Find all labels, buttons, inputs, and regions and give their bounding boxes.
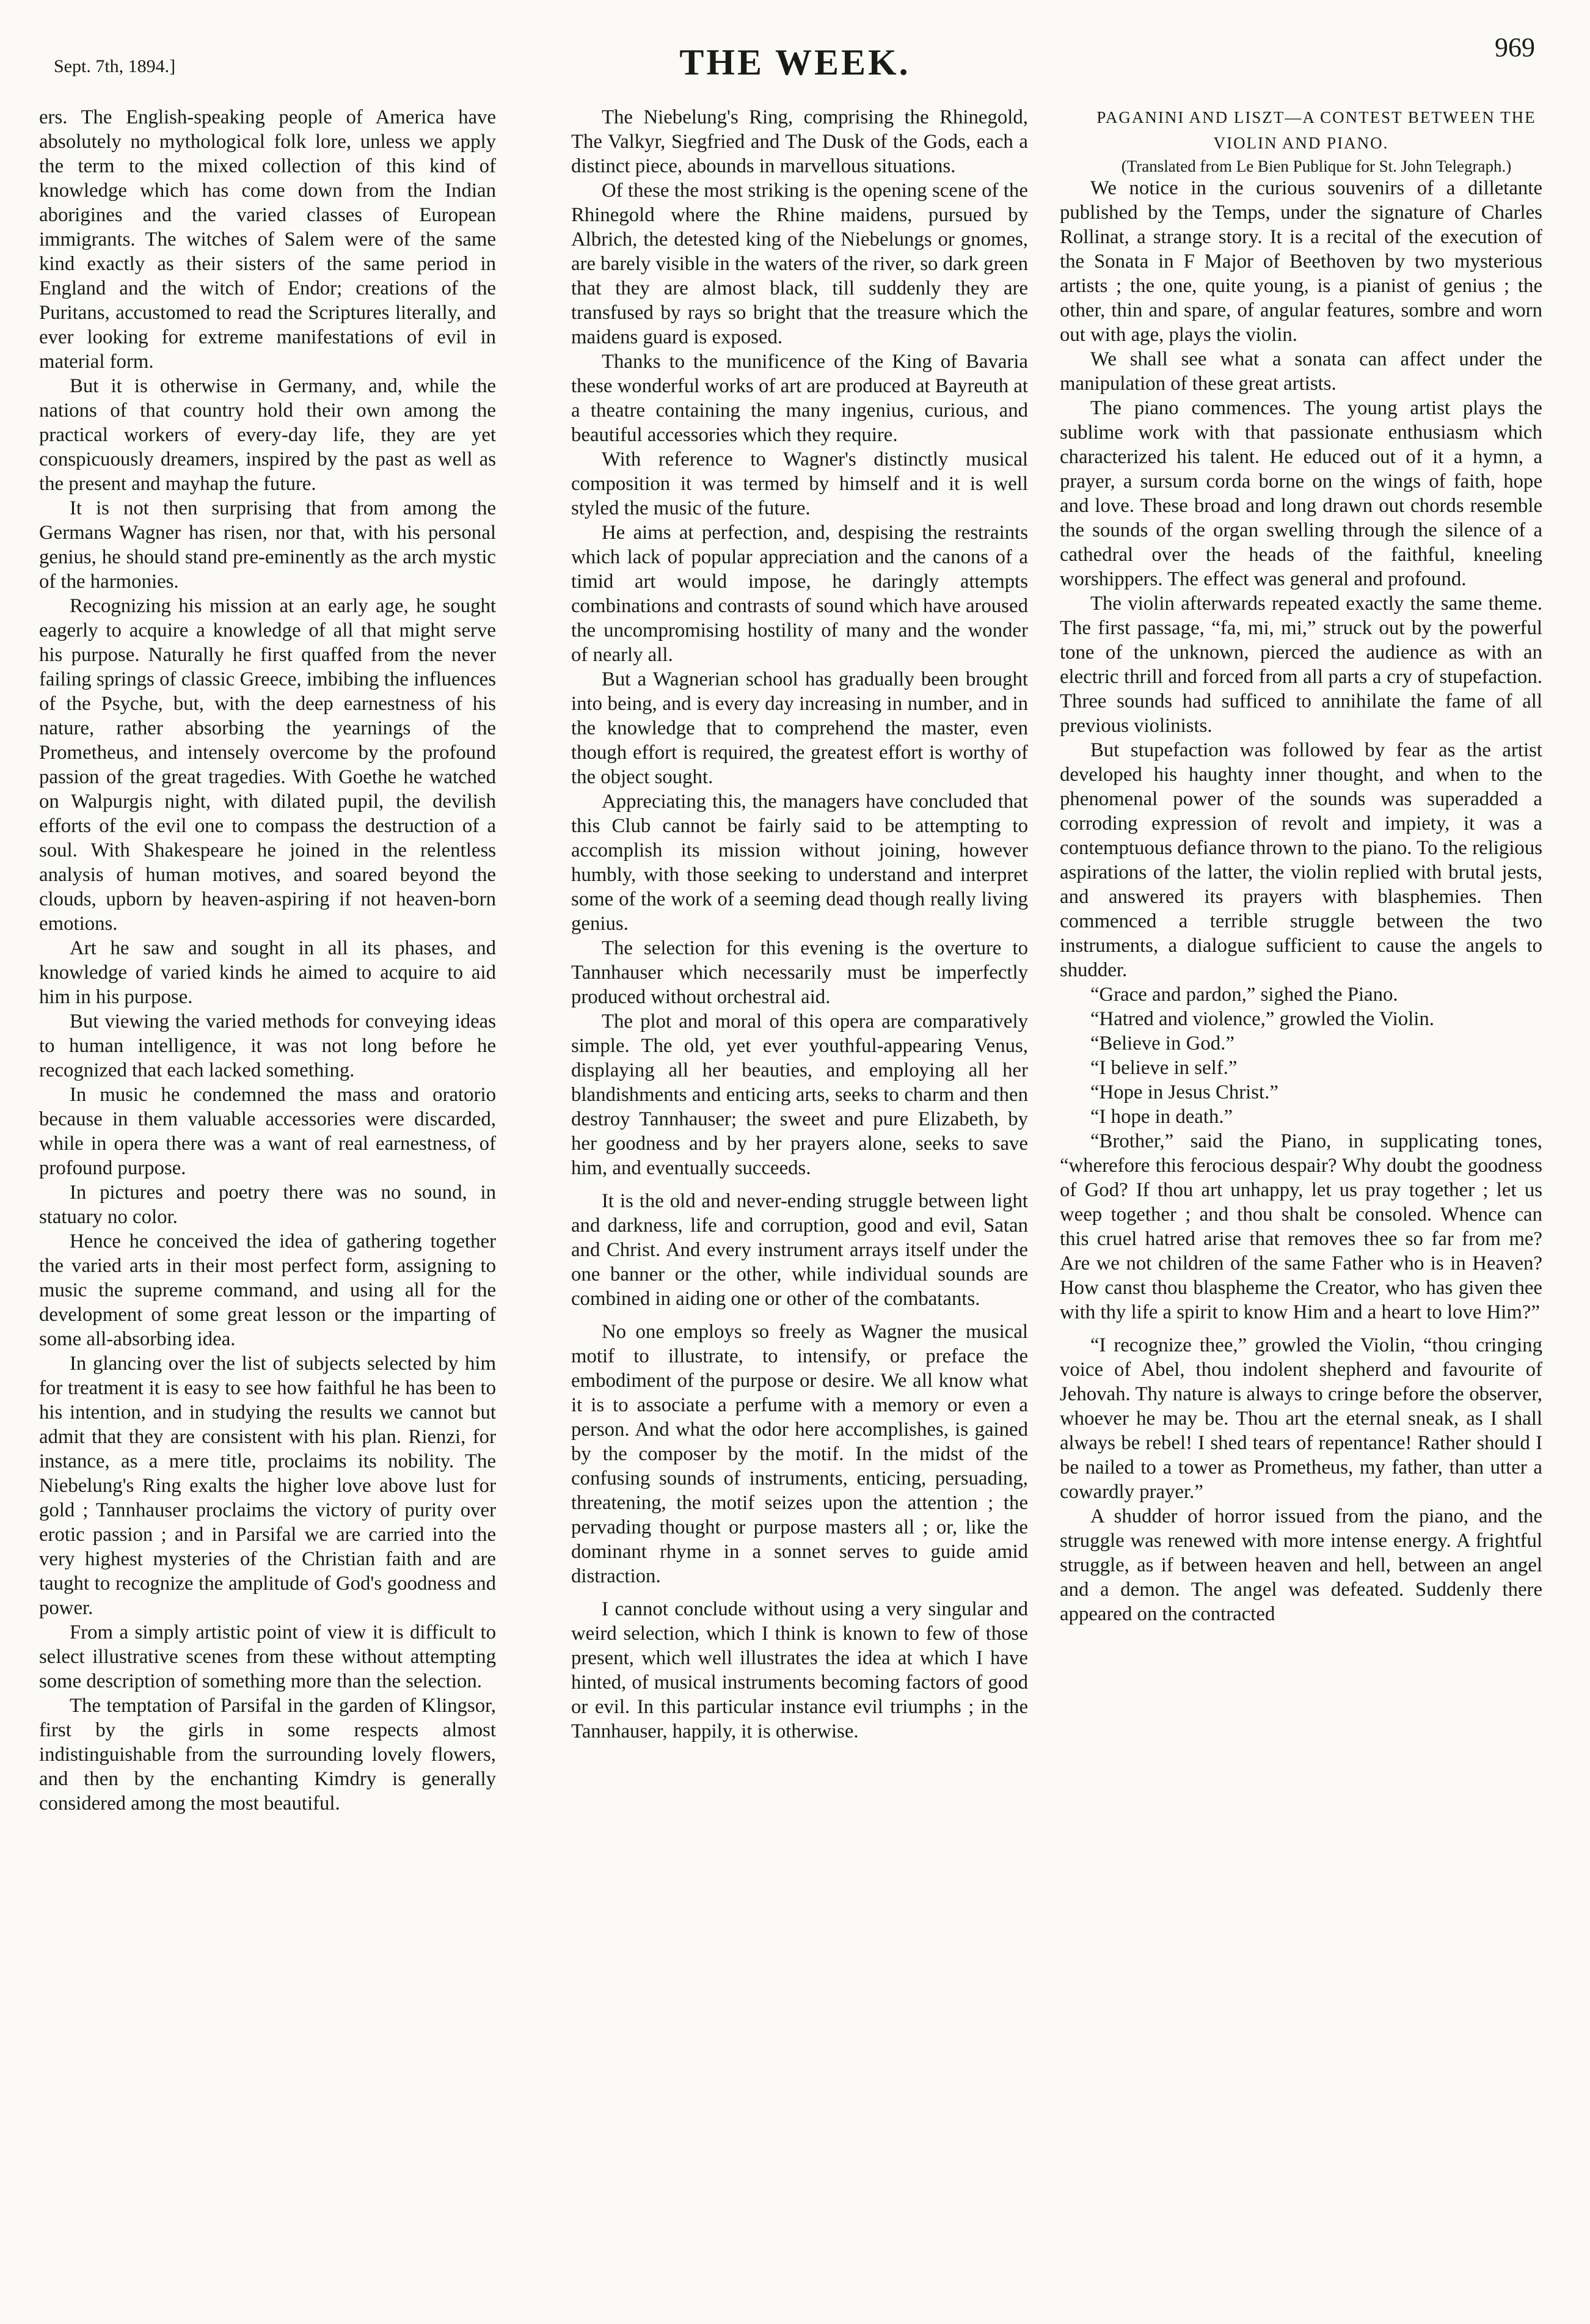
paragraph: The selection for this evening is the overture to Tannhauser which necessarily must be imperfectly produced without orchestral aid. — [571, 937, 1028, 1008]
paragraph: He aims at perfection, and, despising the restraints which lack of popular appreciation and the canons of a timid art would impose, he daringly attempts combinations and contrasts of sound which have aroused the uncompromising hostility of many and the wonder of nearly all. — [571, 522, 1028, 666]
dialogue-line: “Grace and pardon,” sighed the Piano. — [1090, 984, 1398, 1006]
dialogue-line: “Hatred and violence,” growled the Violin. — [1090, 1008, 1434, 1031]
issue-date: Sept. 7th, 1894.] — [54, 56, 176, 76]
translation-note: (Translated from Le Bien Publique for St. John Telegraph.) — [1121, 156, 1512, 175]
dialogue-line: “I believe in self.” — [1090, 1057, 1238, 1080]
paragraph: But a Wagnerian school has gradually been brought into being, and is every day increasing in number, and in the knowledge that to comprehend the master, even though effort is required, the greatest effort is worthy of the object sought. — [571, 668, 1028, 788]
paragraph: But viewing the varied methods for conveying ideas to human intelligence, it was not long before he recognized that each lacked something. — [39, 1010, 496, 1081]
paragraph: “I recognize thee,” growled the Violin, “thou cringing voice of Abel, thou indolent shepherd and favourite of Jehovah. Thy nature is always to cringe before the observer, whoever he may be. Thou art the eternal sneak, as I shall always be rebel! I shed tears of repentance! Rather should I be nailed to a tower as Prometheus, my father, than utter a cowardly prayer.” — [1060, 1334, 1542, 1504]
column-1 — [39, 105, 496, 1816]
dialogue-line: “Hope in Jesus Christ.” — [1090, 1081, 1278, 1104]
dialogue-line: “I hope in death.” — [1090, 1106, 1233, 1128]
paragraph: From a simply artistic point of view it is difficult to select illustrative scenes from these without attempting some description of something more than the selection. — [39, 1621, 496, 1692]
paragraph: But stupefaction was followed by fear as the artist developed his haughty inner thought, and when to the phenomenal power of the sounds was superadded a corroding expression of revolt and impiety, it was a contemptuous defiance thrown to the piano. To the religious aspirations of the latter, the violin replied with brutal jests, and answered its prayers with blasphemies. Then commenced a terrible struggle between the two instruments, a dialogue sufficient to cause the angels to shudder. — [1060, 739, 1542, 982]
dialogue-line: “Believe in God.” — [1090, 1032, 1234, 1055]
paragraph: The temptation of Parsifal in the garden of Klingsor, first by the girls in some respects almost indistinguishable from the surrounding lovely flowers, and then by the enchanting Kimdry is generally considered among the most beautiful. — [39, 1695, 496, 1814]
paragraph: The plot and moral of this opera are comparatively simple. The old, yet ever youthful-appearing Venus, displaying all her beauties, and employing all her blandishments and enticing arts, seeks to charm and then destroy Tannhauser; the sweet and pure Elizabeth, by her goodness and by her prayers alone, seeks to save him, and eventually succeeds. — [571, 1010, 1028, 1179]
paragraph: The violin afterwards repeated exactly the same theme. The first passage, “fa, mi, mi,” struck out by the powerful tone of the unknown, pierced the audience as with an electric thrill and forced from all parts a cry of stupefaction. Three sounds had sufficed to annihilate the fame of all previous violinists. — [1060, 593, 1542, 737]
paragraph: It is not then surprising that from among the Germans Wagner has risen, nor that, with his personal genius, he should stand pre-eminently as the arch mystic of the harmonies. — [39, 497, 496, 593]
article-title: PAGANINI AND LISZT—A CONTEST BETWEEN THE VIOLIN AND PIANO. — [1096, 108, 1536, 152]
paragraph: ers. The English-speaking people of America have absolutely no mythological folk lore, unless we apply the term to the mixed collection of this kind of knowledge which has come down from the Indian aborigines and the varied classes of European immigrants. The witches of Salem were of the same kind exactly as their sisters of the same period in England and the witch of Endor; creations of the Puritans, accustomed to read the Scriptures literally, and ever looking for extreme manifestations of evil in material form. — [39, 106, 496, 373]
paragraph: Recognizing his mission at an early age, he sought eagerly to acquire a knowledge of all that might serve his purpose. Naturally he first quaffed from the never failing springs of classic Greece, imbibing the influences of the Psyche, but, with the deep earnestness of his nature, rather absorbing the yearnings of the Prometheus, and intensely overcome by the profound passion of the great tragedies. With Goethe he watched on Walpurgis night, with dilated pupil, the devilish efforts of the evil one to compass the destruction of a soul. With Shakespeare he joined in the relentless analysis of human motives, and soared beyond the clouds, upborn by heaven-aspiring if not heaven-born emotions. — [39, 595, 496, 935]
paragraph: We shall see what a sonata can affect under the manipulation of these great artists. — [1060, 348, 1542, 395]
paragraph: A shudder of horror issued from the piano, and the struggle was renewed with more intense energy. A frightful struggle, as if between heaven and hell, between an angel and a demon. The angel was defeated. Suddenly there appeared on the contracted — [1060, 1505, 1542, 1626]
paragraph: The Niebelung's Ring, comprising the Rhinegold, The Valkyr, Siegfried and The Dusk of the Gods, each a distinct piece, abounds in marvellous situations. — [571, 106, 1028, 177]
paragraph: Thanks to the munificence of the King of Bavaria these wonderful works of art are produced at Bayreuth at a theatre containing the many ingenius, curious, and beautiful accessories which they require. — [571, 351, 1028, 446]
paragraph: With reference to Wagner's distinctly musical composition it was termed by himself and it is well styled the music of the future. — [571, 448, 1028, 519]
paragraph: I cannot conclude without using a very singular and weird selection, which I think is known to few of those present, which well illustrates the idea at which I have hinted, of musical instruments becoming factors of good or evil. In this particular instance evil triumphs ; in the Tannhauser, happily, it is otherwise. — [571, 1598, 1028, 1742]
paragraph: No one employs so freely as Wagner the musical motif to illustrate, to intensify, or preface the embodiment of the purpose or desire. We all know what it is to associate a perfume with a memory or even a person. And what the odor here accomplishes, is gained by the composer by the motif. In the midst of the confusing sounds of instruments, enticing, persuading, threatening, the motif seizes upon the attention ; the pervading thought or purpose masters all ; or, like the dominant rhyme in a sonnet serves to guide amid distraction. — [571, 1321, 1028, 1587]
page-number: 969 — [1495, 32, 1535, 62]
paragraph: Art he saw and sought in all its phases, and knowledge of varied kinds he aimed to acquire to aid him in his purpose. — [39, 937, 496, 1008]
column-2 — [571, 105, 1028, 1744]
paragraph: We notice in the curious souvenirs of a dilletante published by the Temps, under the signature of Charles Rollinat, a strange story. It is a recital of the execution of the Sonata in F Major of Beethoven by two mysterious artists ; the one, quite young, is a pianist of genius ; the other, thin and spare, of angular features, sombre and worn out with age, plays the violin. — [1060, 177, 1542, 346]
paragraph: But it is otherwise in Germany, and, while the nations of that country hold their own among the practical workers of every-day life, they are yet conspicuously dreamers, inspired by the past as well as the present and mayhap the future. — [39, 375, 496, 495]
paragraph: It is the old and never-ending struggle between light and darkness, life and corruption, good and evil, Satan and Christ. And every instrument arrays itself under the one banner or the other, while individual sounds are combined in aiding one or other of the combatants. — [571, 1190, 1028, 1310]
column-3 — [1060, 105, 1542, 1626]
paragraph: In pictures and poetry there was no sound, in statuary no color. — [39, 1182, 496, 1228]
paragraph: Hence he conceived the idea of gathering together the varied arts in their most perfect form, assigning to music the supreme command, and using all for the development of some great lesson or the imparting of some all-absorbing idea. — [39, 1230, 496, 1350]
paragraph: The piano commences. The young artist plays the sublime work with that passionate enthusiasm which characterized his talent. He educed out of it a hymn, a prayer, a sursum corda borne on the wings of faith, hope and love. These broad and long drawn out chords resemble the sounds of the organ swelling through the silence of a cathedral over the heads of the faithful, kneeling worshippers. The effect was general and profound. — [1060, 397, 1542, 591]
paragraph: Of these the most striking is the opening scene of the Rhinegold where the Rhine maidens, pursued by Albrich, the detested king of the Niebelungs or gnomes, are barely visible in the waters of the river, so dark green that they are almost black, till suddenly they are transfused by rays so bright that the treasure which the maidens guard is exposed. — [571, 180, 1028, 348]
paragraph: In glancing over the list of subjects selected by him for treatment it is easy to see how faithful he has been to his intention, and in studying the results we cannot but admit that they are consistent with his plan. Rienzi, for instance, as a mere title, proclaims its nobility. The Niebelung's Ring exalts the higher love above lust for gold ; Tannhauser proclaims the victory of purity over erotic passion ; and in Parsifal we are carried into the very highest mysteries of the Christian faith and are taught to recognize the amplitude of God's goodness and power. — [39, 1353, 496, 1619]
masthead-title: THE WEEK. — [679, 42, 911, 82]
paragraph: Appreciating this, the managers have concluded that this Club cannot be fairly said to be attempting to accomplish its mission without joining, however humbly, with those seeking to understand and interpret some of the work of a seeming dead though really living genius. — [571, 791, 1028, 935]
paragraph: “Brother,” said the Piano, in supplicating tones, “wherefore this ferocious despair? Why doubt the goodness of God? If thou art unhappy, let us pray together ; let us weep together ; and thou shalt be consoled. Whence can this cruel hatred arise that removes thee so far from me? Are we not children of the same Father who is in Heaven? How canst thou blaspheme the Creator, who has given thee with thy life a spirit to know Him and a heart to love Him?” — [1060, 1130, 1542, 1324]
paragraph: In music he condemned the mass and oratorio because in them valuable accessories were discarded, while in opera there was a want of real earnestness, of profound purpose. — [39, 1084, 496, 1179]
